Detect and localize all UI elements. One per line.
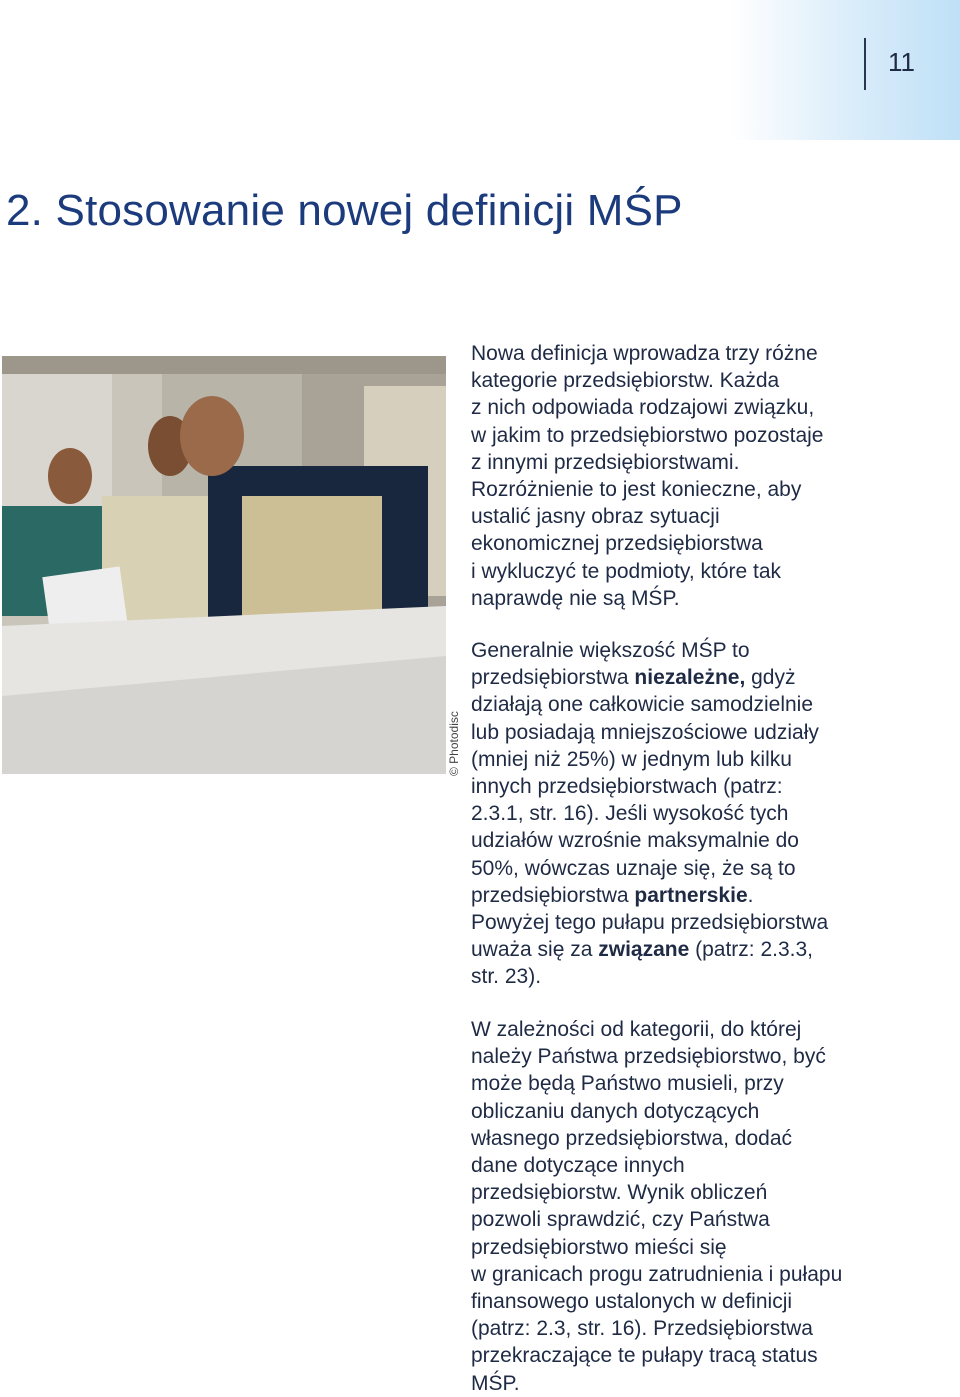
paragraph-3-line: należy Państwa przedsiębiorstwo, być [471,1045,826,1069]
paragraph-3-line: może będą Państwo musieli, przy [471,1072,784,1096]
paragraph-2-line: Powyżej tego pułapu przedsiębiorstwa [471,911,829,935]
paragraph-2-line: przedsiębiorstwa niezależne, gdyż [471,666,796,690]
paragraph-3 [471,1016,951,1397]
term-partner: partnerskie [634,883,748,907]
paragraph-1-line: Rozróżnienie to jest konieczne, aby [471,478,802,502]
paragraph-3-line: przedsiębiorstw. Wynik obliczeń [471,1181,768,1205]
paragraph-1 [471,340,951,612]
paragraph-3-line: dane dotyczące innych [471,1154,685,1178]
paragraph-2 [471,637,951,991]
page-number-divider [864,38,866,90]
paragraph-2-line: udziałów wzrośnie maksymalnie do [471,829,799,853]
page-number: 11 [888,47,915,77]
paragraph-1-line: z nich odpowiada rodzajowi związku, [471,396,815,420]
paragraph-3-line: pozwoli sprawdzić, czy Państwa [471,1208,770,1232]
paragraph-1-line: z innymi przedsiębiorstwami. [471,450,740,474]
paragraph-2-line: lub posiadają mniejszościowe udziały [471,720,819,744]
paragraph-1-line: i wykluczyć te podmioty, które tak [471,559,782,583]
corner-gradient [730,0,960,140]
paragraph-3-line: MŚP. [471,1371,520,1395]
paragraph-1-line: Nowa definicja wprowadza trzy różne [471,342,818,365]
paragraph-2-line: działają one całkowicie samodzielnie [471,693,814,717]
section-title: 2. Stosowanie nowej definicji MŚP [6,186,683,235]
paragraph-3-line: w granicach progu zatrudnienia i pułapu [471,1262,843,1286]
paragraph-2-line: przedsiębiorstwa partnerskie. [471,883,754,907]
paragraph-2-line: str. 23). [471,965,542,989]
paragraph-3-line: obliczaniu danych dotyczących [471,1099,760,1123]
paragraph-1-line: kategorie przedsiębiorstw. Każda [471,369,780,393]
paragraph-3-line: własnego przedsiębiorstwa, dodać [471,1126,793,1150]
paragraph-2-line: (mniej niż 25%) w jednym lub kilku [471,747,792,771]
paragraph-3-line: (patrz: 2.3, str. 16). Przedsiębiorstwa [471,1317,813,1341]
paragraph-3-line: W zależności od kategorii, do której [471,1018,802,1041]
paragraph-3-line: finansowego ustalonych w definicji [471,1290,793,1314]
paragraph-2-line: Generalnie większość MŚP to [471,639,750,662]
term-linked: związane [598,938,690,962]
paragraph-1-line: ustalić jasny obraz sytuacji [471,505,720,529]
paragraph-3-line: przekraczające te pułapy tracą status [471,1344,818,1368]
photo-credit: © Photodisc [447,711,461,776]
paragraph-1-line: ekonomicznej przedsiębiorstwa [471,532,763,556]
paragraph-2-line: 2.3.1, str. 16). Jeśli wysokość tych [471,802,789,826]
paragraph-1-line: naprawdę nie są MŚP. [471,586,680,610]
workshop-photo [2,356,446,774]
paragraph-2-line: 50%, wówczas uznaje się, że są to [471,856,796,880]
paragraph-1-line: w jakim to przedsiębiorstwo pozostaje [471,423,824,447]
term-independent: niezależne, [634,666,746,690]
paragraph-2-line: innych przedsiębiorstwach (patrz: [471,775,783,799]
workshop-photo-illustration [2,356,446,774]
paragraph-3-line: przedsiębiorstwo mieści się [471,1235,727,1259]
paragraph-2-line: uważa się za związane (patrz: 2.3.3, [471,938,814,962]
